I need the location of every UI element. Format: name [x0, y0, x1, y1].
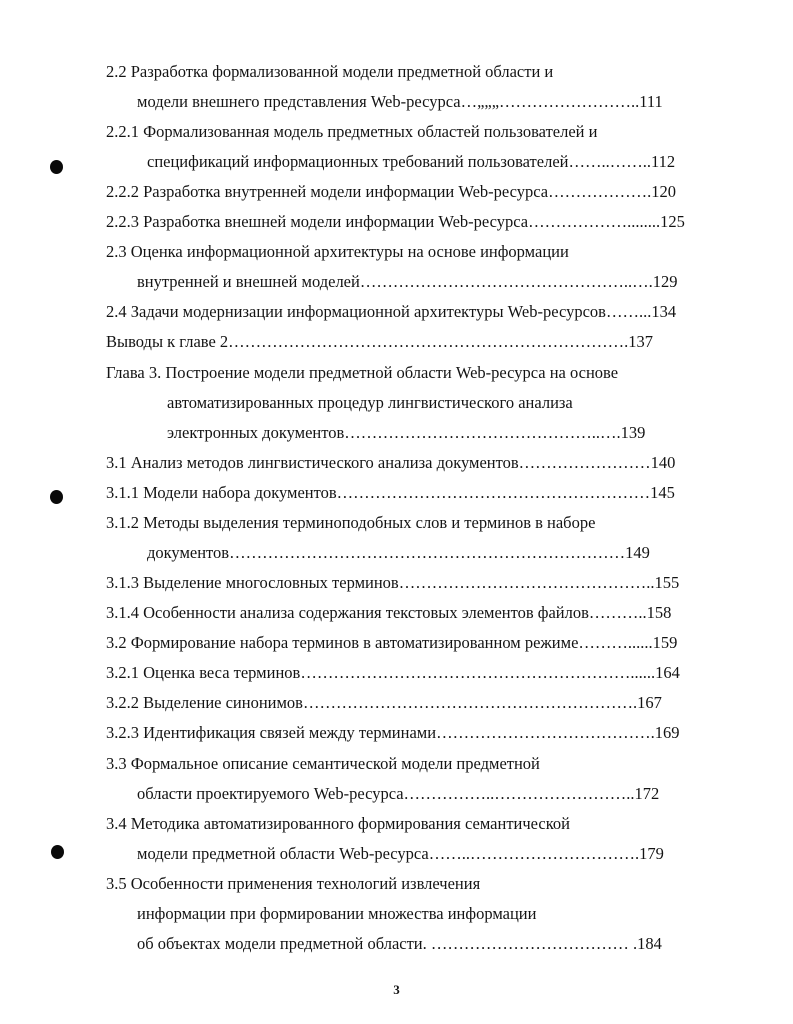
page-number: 3: [393, 982, 400, 997]
toc-line: 3.2.2 Выделение синонимов…………………………………………………….167: [106, 693, 662, 712]
toc-line: 3.2.1 Оценка веса терминов……………………………………………………......164: [106, 663, 680, 682]
toc-line: 2.2.3 Разработка внешней модели информации Web-ресурса………………........125: [106, 212, 685, 231]
toc-line: документов………………………………………………………………149: [147, 543, 650, 562]
toc-line: модели предметной области Web-ресурса……..………………………….179: [137, 844, 664, 863]
toc-line: 3.1.4 Особенности анализа содержания текстовых элементов файлов………..158: [106, 603, 672, 622]
toc-line: электронных документов………………………………………..….139: [167, 423, 646, 442]
toc-line: 3.2 Формирование набора терминов в автоматизированном режиме………......159: [106, 633, 678, 652]
toc-line: 3.4 Методика автоматизированного формирования семантической: [106, 814, 570, 833]
toc-line: об объектах модели предметной области. ……………………………… .184: [137, 934, 662, 953]
binder-hole-top: [50, 160, 63, 174]
toc-line: 2.3 Оценка информационной архитектуры на основе информации: [106, 242, 569, 261]
toc-line: 3.5 Особенности применения технологий извлечения: [106, 874, 481, 893]
binder-hole-middle: [50, 490, 63, 504]
toc-line: 3.2.3 Идентификация связей между терминами………………………………….169: [106, 723, 680, 742]
toc-line: автоматизированных процедур лингвистического анализа: [167, 393, 573, 412]
toc-line: информации при формировании множества информации: [137, 904, 537, 923]
toc-line: 2.2.1 Формализованная модель предметных областей пользователей и: [106, 122, 598, 141]
toc-line: Выводы к главе 2……………………………………………………………….137: [106, 332, 654, 351]
toc-line: области проектируемого Web-ресурса……………..……………………..172: [137, 784, 660, 803]
toc-line: 3.3 Формальное описание семантической модели предметной: [106, 754, 540, 773]
toc-line: 2.2 Разработка формализованной модели предметной области и: [106, 62, 554, 81]
toc-line: 3.1.2 Методы выделения терминоподобных слов и терминов в наборе: [106, 513, 596, 532]
toc-line: Глава 3. Построение модели предметной области Web-ресурса на основе: [106, 363, 619, 382]
toc-line: 2.2.2 Разработка внутренней модели информации Web-ресурса……………….120: [106, 182, 676, 201]
binder-hole-bottom: [51, 845, 64, 859]
toc-line: модели внешнего представления Web-ресурса…„„„……………………..111: [137, 92, 663, 111]
toc-line: 3.1.3 Выделение многословных терминов………………………………………..155: [106, 573, 680, 592]
toc-line: спецификаций информационных требований пользователей……..……..112: [147, 152, 676, 171]
toc-line: 3.1.1 Модели набора документов…………………………………………………145: [106, 483, 675, 502]
toc-line: 3.1 Анализ методов лингвистического анализа документов……………………140: [106, 453, 676, 472]
toc-line: 2.4 Задачи модернизации информационной архитектуры Web-ресурсов……...134: [106, 302, 677, 321]
toc-line: внутренней и внешней моделей…………………………………………..….129: [137, 272, 678, 291]
